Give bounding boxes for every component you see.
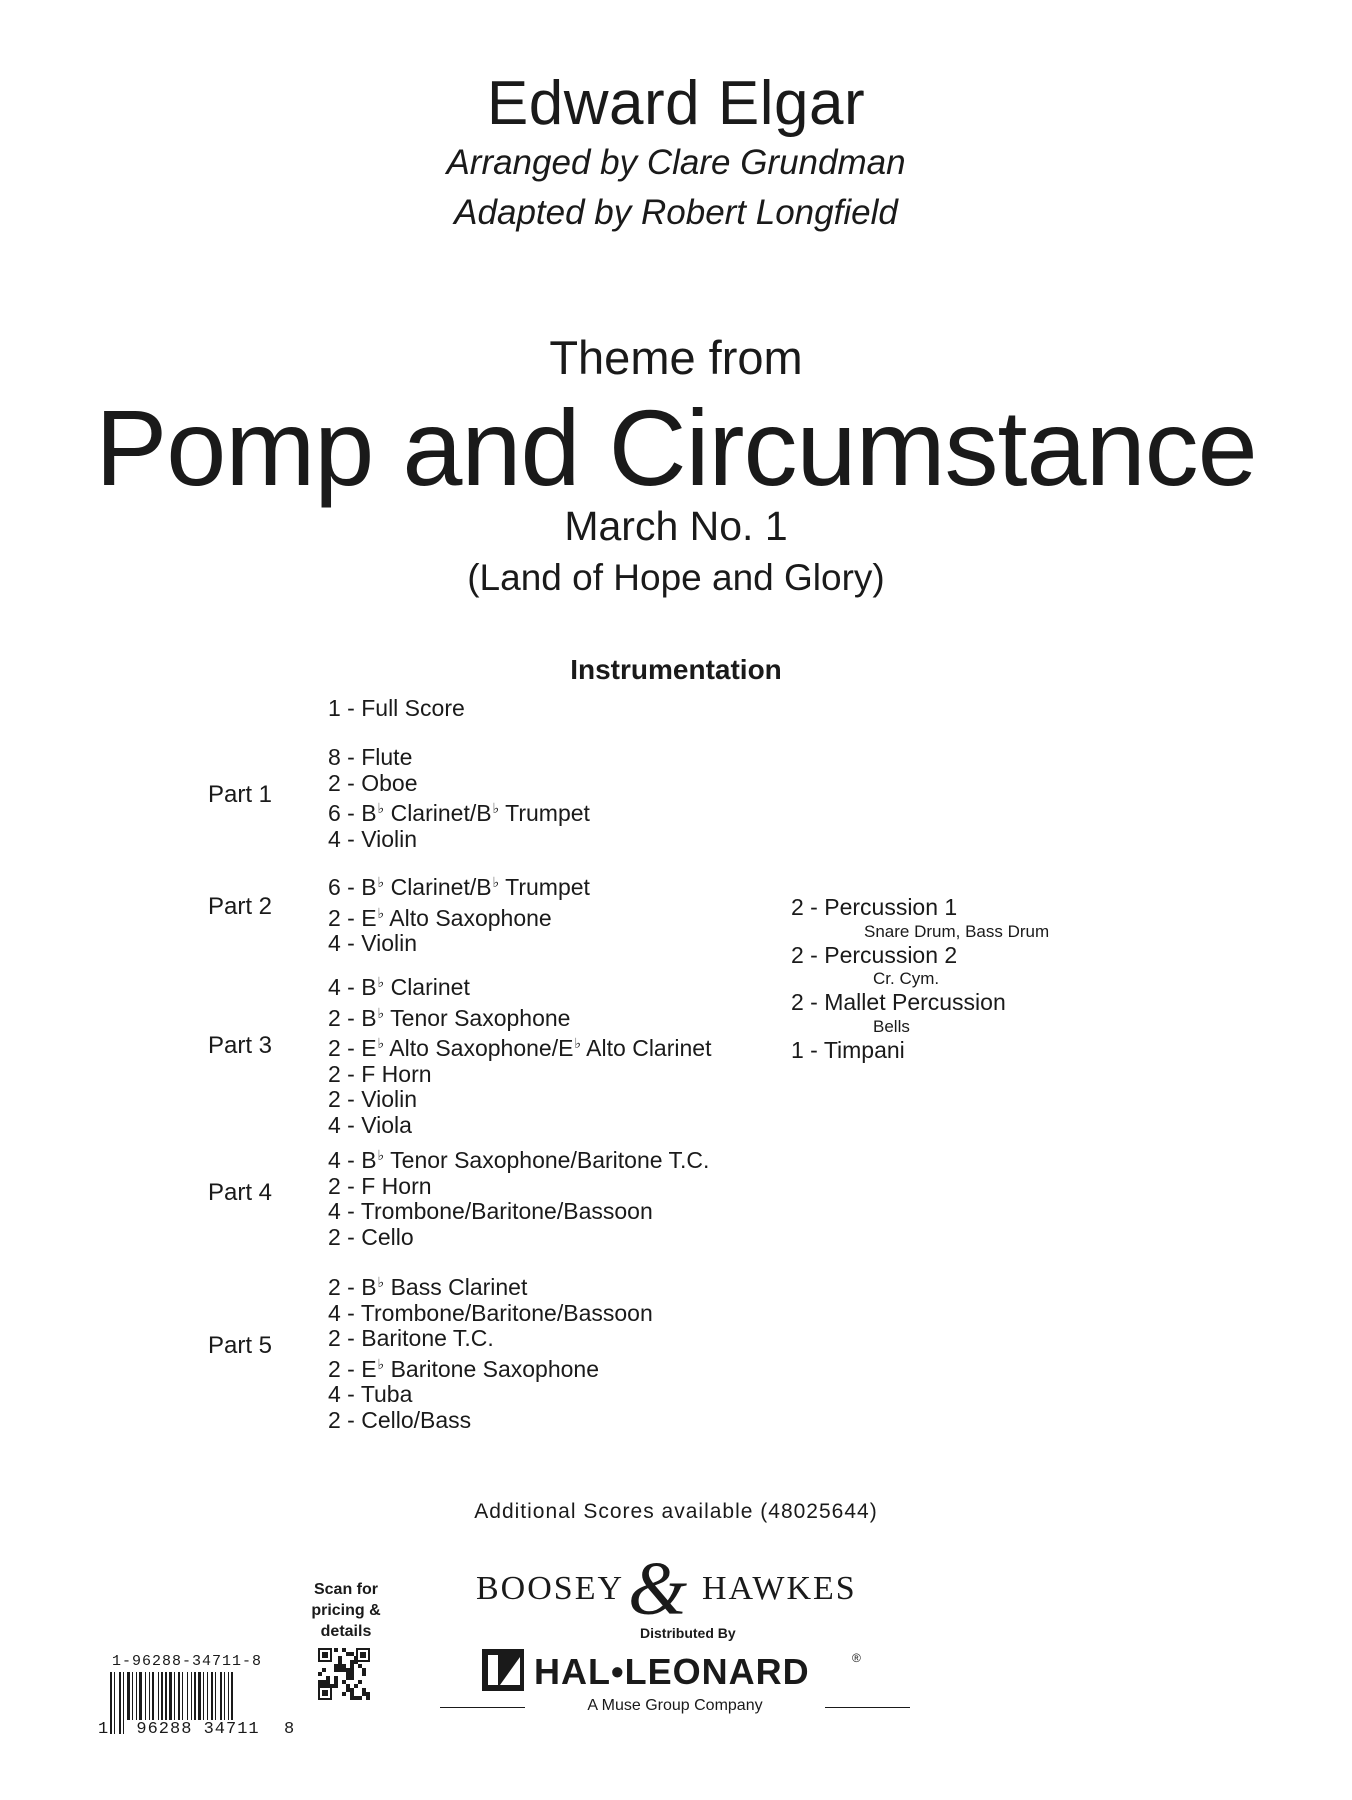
instrument-line: 4 - Viola	[328, 1111, 412, 1138]
arranger-credit: Arranged by Clare Grundman	[446, 143, 906, 182]
instrument-line: 2 - E♭ Alto Saxophone	[328, 904, 552, 931]
percussion-line: 1 - Timpani	[791, 1036, 905, 1063]
distributed-by-label: Distributed By	[640, 1625, 736, 1641]
instrument-line: 4 - Trombone/Baritone/Bassoon	[328, 1299, 653, 1326]
part-label: Part 2	[208, 893, 273, 921]
part-label: Part 3	[208, 1031, 273, 1059]
boosey-text: BOOSEY	[476, 1570, 625, 1607]
part-label: Part 5	[208, 1331, 273, 1359]
part-group	[328, 1270, 653, 1433]
boosey-hawkes-logo	[476, 1547, 857, 1631]
percussion-group	[791, 895, 1049, 1063]
full-score-line: 1 - Full Score	[328, 695, 465, 721]
hawkes-text: HAWKES	[702, 1570, 857, 1607]
percussion-line: 2 - Mallet Percussion	[791, 989, 1006, 1015]
instrument-line: 2 - Cello	[328, 1223, 414, 1250]
title-prefix: Theme from	[549, 331, 803, 384]
instrument-line: 4 - Tuba	[328, 1381, 413, 1407]
barcode-first-digit: 1	[98, 1720, 109, 1739]
instrument-line: 2 - B♭ Bass Clarinet	[328, 1274, 528, 1300]
muse-group-text: A Muse Group Company	[587, 1697, 763, 1714]
instrument-line: 2 - Violin	[328, 1086, 418, 1112]
instrument-line: 4 - B♭ Clarinet	[328, 974, 470, 1000]
part-group	[328, 970, 711, 1138]
subtitle-land-of-hope: (Land of Hope and Glory)	[467, 557, 885, 598]
ampersand-mark: &	[628, 1547, 688, 1631]
hal-leonard-emblem-icon	[480, 1645, 526, 1695]
instrument-line: 2 - F Horn	[328, 1060, 432, 1087]
subtitle-march: March No. 1	[564, 503, 788, 549]
instrument-line: 4 - Violin	[328, 825, 418, 852]
percussion-line: 2 - Percussion 1	[791, 894, 958, 920]
instrumentation-heading: Instrumentation	[570, 654, 782, 685]
scan-for-pricing-text: Scan for pricing & details	[311, 1581, 381, 1640]
percussion-sub-line: Bells	[873, 1016, 910, 1036]
instrument-line: 4 - Violin	[328, 930, 418, 956]
instrument-line: 4 - B♭ Tenor Saxophone/Baritone T.C.	[328, 1147, 710, 1173]
instrument-line: 2 - Oboe	[328, 769, 418, 796]
percussion-sub-line: Cr. Cym.	[873, 969, 940, 988]
barcode-digits: 96288 34711	[124, 1720, 272, 1739]
main-title: Pomp and Circumstance	[95, 387, 1257, 508]
instrument-line: 6 - B♭ Clarinet/B♭ Trumpet	[328, 800, 590, 826]
qr-code-icon	[318, 1648, 370, 1700]
instrument-line: 2 - Baritone T.C.	[328, 1325, 494, 1351]
hal-leonard-text: HAL•LEONARD	[534, 1651, 810, 1692]
adapter-credit: Adapted by Robert Longfield	[454, 193, 898, 232]
part-label: Part 1	[208, 781, 273, 808]
instrument-line: 2 - F Horn	[328, 1172, 432, 1199]
instrument-line: 2 - E♭ Baritone Saxophone	[328, 1355, 600, 1382]
isbn-number: 1-96288-34711-8	[112, 1653, 263, 1670]
part-group	[328, 745, 590, 852]
instrument-line: 2 - E♭ Alto Saxophone/E♭ Alto Clarinet	[328, 1035, 712, 1061]
barcode-last-digit: 8	[284, 1720, 295, 1739]
hal-leonard-logo	[480, 1645, 880, 1705]
part-label: Part 4	[208, 1179, 273, 1206]
muse-group-line	[440, 1697, 910, 1715]
composer-name: Edward Elgar	[486, 69, 866, 138]
part-group	[328, 870, 590, 957]
instrument-line: 8 - Flute	[328, 744, 413, 770]
percussion-sub-line: Snare Drum, Bass Drum	[864, 921, 1050, 941]
instrument-line: 4 - Trombone/Baritone/Bassoon	[328, 1198, 653, 1224]
instrument-line: 2 - Cello/Bass	[328, 1406, 472, 1433]
percussion-line: 2 - Percussion 2	[791, 941, 958, 968]
part-group	[328, 1143, 709, 1250]
instrument-line: 2 - B♭ Tenor Saxophone	[328, 1004, 571, 1031]
instrument-line: 6 - B♭ Clarinet/B♭ Trumpet	[328, 874, 590, 900]
additional-scores-note: Additional Scores available (48025644)	[474, 1500, 878, 1523]
registered-mark: ®	[852, 1651, 861, 1665]
